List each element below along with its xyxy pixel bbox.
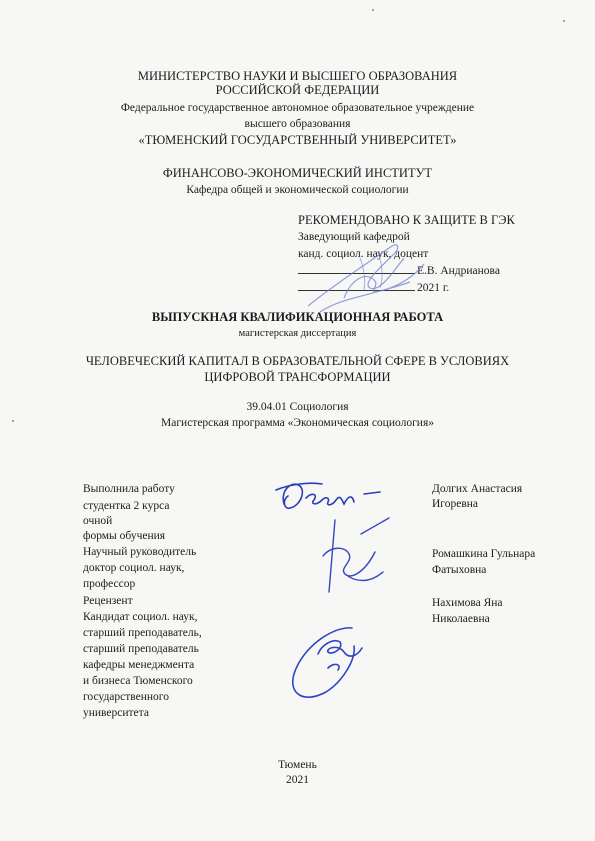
author-line-3: очной [83, 515, 113, 527]
department-name: Кафедра общей и экономической социологии [186, 184, 409, 196]
work-subtype: магистерская диссертация [238, 328, 357, 339]
approval-title: РЕКОМЕНДОВАНО К ЗАЩИТЕ В ГЭК [298, 213, 515, 227]
topic-line-1: ЧЕЛОВЕЧЕСКИЙ КАПИТАЛ В ОБРАЗОВАТЕЛЬНОЙ СФЕРЕ В УСЛОВИЯХ [85, 354, 510, 368]
topic-line-2: ЦИФРОВОЙ ТРАНСФОРМАЦИИ [204, 370, 391, 384]
approval-name: Е.В. Андрианова [417, 265, 500, 277]
scan-speck [372, 9, 374, 11]
supervisor-name-2: Фатыховна [432, 564, 487, 576]
reviewer-line-2: Кандидат социол. наук, [83, 611, 198, 623]
work-type: ВЫПУСКНАЯ КВАЛИФИКАЦИОННАЯ РАБОТА [151, 310, 444, 324]
reviewer-line-4: старший преподаватель [83, 643, 199, 655]
author-line-4: формы обучения [83, 530, 166, 542]
footer-city: Тюмень [278, 759, 317, 771]
institution-line-1: Федеральное государственное автономное образовательное учреждение [120, 102, 475, 114]
reviewer-line-7: государственного [83, 691, 169, 703]
supervisor-line-1: Научный руководитель [83, 546, 197, 558]
country-line: РОССИЙСКОЙ ФЕДЕРАЦИИ [215, 83, 380, 97]
author-name-2: Игоревна [432, 498, 479, 510]
reviewer-line-8: университета [83, 707, 149, 719]
supervisor-line-3: профессор [83, 578, 136, 590]
reviewer-name-1: Нахимова Яна [432, 597, 503, 609]
supervisor-line-2: доктор социол. наук, [83, 562, 185, 574]
supervisor-signature-icon [305, 512, 395, 597]
institution-line-2: высшего образования [244, 118, 351, 130]
scan-speck [563, 20, 565, 22]
approval-year: 2021 г. [417, 282, 450, 294]
approval-role: Заведующий кафедрой [298, 231, 410, 243]
head-signature-icon [300, 228, 430, 318]
reviewer-line-1: Рецензент [83, 595, 133, 607]
author-name-1: Долгих Анастасия [432, 483, 523, 495]
author-line-2: студентка 2 курса [83, 500, 170, 512]
approval-degree: канд. социол. наук, доцент [298, 248, 429, 260]
reviewer-name-2: Николаевна [432, 613, 490, 625]
reviewer-line-3: старший преподаватель, [83, 627, 202, 639]
university-name: «ТЮМЕНСКИЙ ГОСУДАРСТВЕННЫЙ УНИВЕРСИТЕТ» [138, 133, 457, 147]
scan-speck [12, 420, 14, 422]
reviewer-line-6: и бизнеса Тюменского [83, 675, 193, 687]
master-program: Магистерская программа «Экономическая социология» [161, 417, 434, 429]
reviewer-signature-icon [282, 608, 382, 708]
reviewer-line-5: кафедры менеджмента [83, 659, 195, 671]
institute-name: ФИНАНСОВО-ЭКОНОМИЧЕСКИЙ ИНСТИТУТ [162, 166, 433, 180]
footer-year: 2021 [286, 774, 309, 786]
specialty-code: 39.04.01 Социология [246, 401, 349, 413]
author-line-1: Выполнила работу [83, 483, 175, 495]
supervisor-name-1: Ромашкина Гульнара [432, 548, 536, 560]
ministry-line: МИНИСТЕРСТВО НАУКИ И ВЫСШЕГО ОБРАЗОВАНИЯ [137, 69, 458, 83]
